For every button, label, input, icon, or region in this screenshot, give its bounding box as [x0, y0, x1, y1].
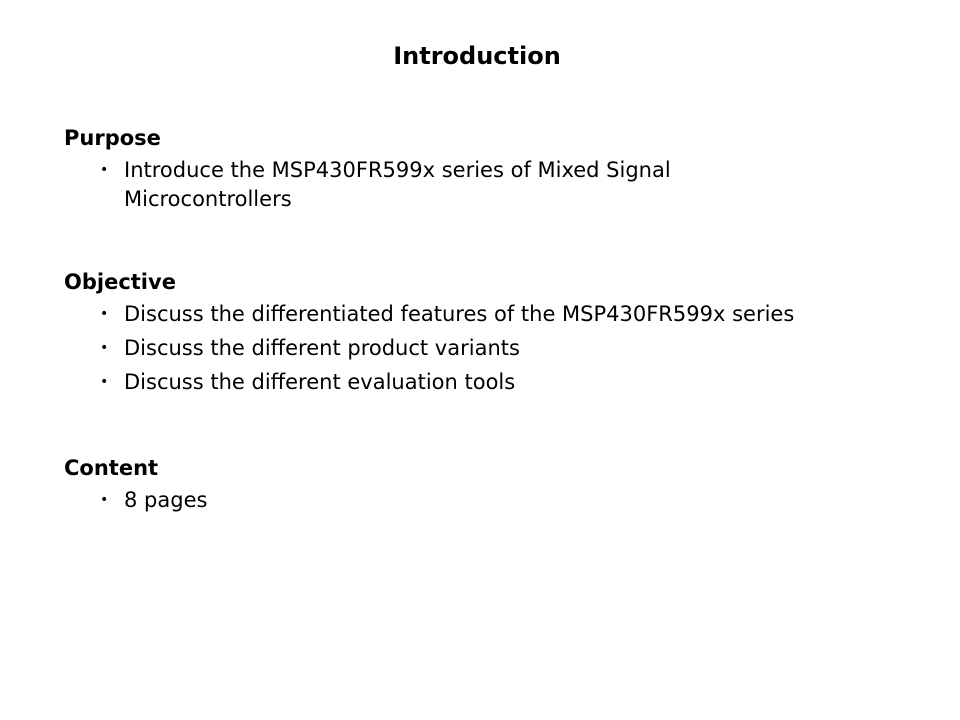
- bullet-text: Discuss the different product variants: [124, 336, 520, 360]
- bullet-text: Discuss the different evaluation tools: [124, 370, 516, 394]
- bullet-icon: •: [100, 492, 109, 508]
- section-objective: [64, 268, 934, 402]
- section-purpose: [64, 124, 934, 219]
- bullet-item: [64, 334, 944, 363]
- section-heading-objective: Objective: [64, 270, 176, 294]
- section-heading-purpose: Purpose: [64, 126, 161, 150]
- bullet-icon: •: [100, 306, 109, 322]
- bullet-item: [64, 156, 824, 214]
- bullet-item: [64, 368, 944, 397]
- bullet-text: 8 pages: [124, 488, 208, 512]
- bullet-icon: •: [100, 374, 109, 390]
- bullet-icon: •: [100, 162, 109, 178]
- bullet-list-objective: [64, 300, 934, 397]
- section-content: [64, 454, 934, 520]
- bullet-item: [64, 300, 944, 329]
- bullet-text: Introduce the MSP430FR599x series of Mixed Signal Microcontrollers: [124, 158, 671, 211]
- bullet-text: Discuss the differentiated features of the MSP430FR599x series: [124, 302, 795, 326]
- bullet-list-content: [64, 486, 934, 515]
- section-heading-content: Content: [64, 456, 159, 480]
- slide-title: Introduction: [393, 42, 561, 70]
- bullet-icon: •: [100, 340, 109, 356]
- bullet-list-purpose: [64, 156, 934, 214]
- bullet-item: [64, 486, 824, 515]
